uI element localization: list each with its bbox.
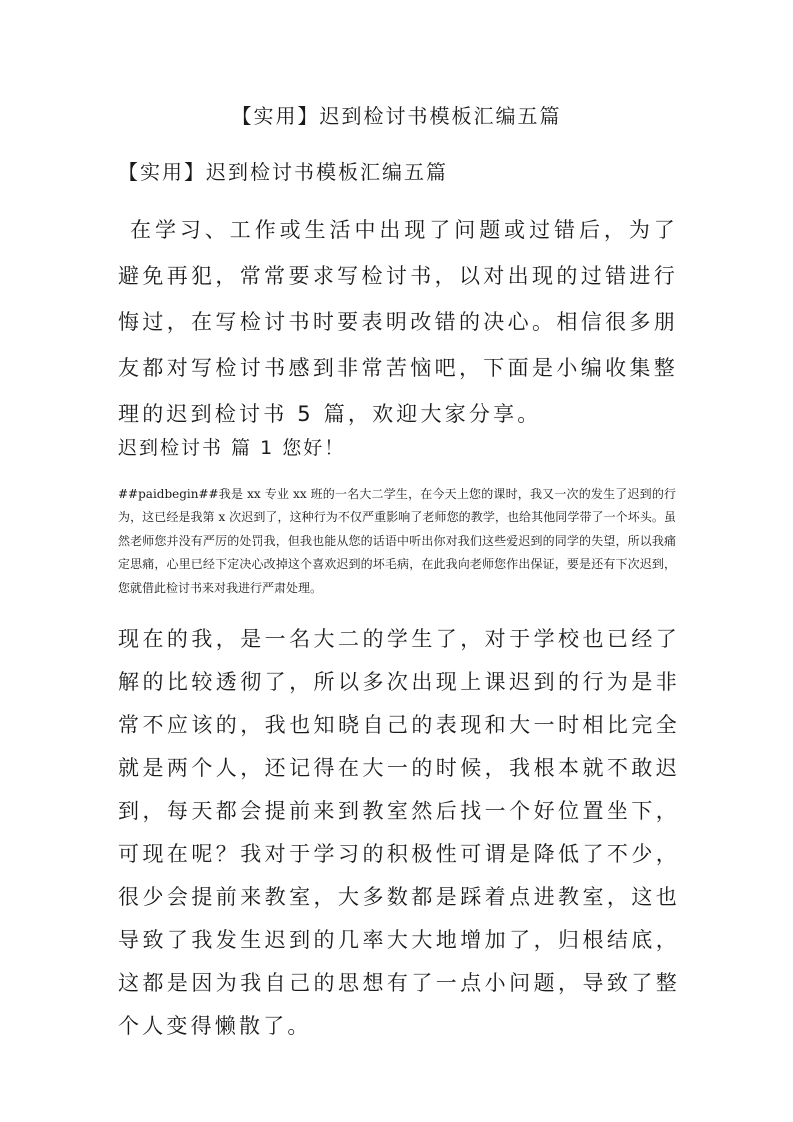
document-title: 【实用】迟到检讨书模板汇编五篇 [231,104,562,128]
small-print-paragraph: ##paidbegin##我是 xx 专业 xx 班的一名大二学生，在今天上您的课时，我又一次的发生了迟到的行为，这已经是我第 x 次迟到了，这种行为不仅严重影响了老师您的教学，也给其他同学带了一个坏头。虽然老师您并没有严厉的处罚我，但我也能从您的话语中听出你对我们这些爱迟到的同学的失望，所以我痛定思痛，心里已经下定决心改掉这个喜欢迟到的坏毛病，在此我向老师您作出保证，要是还有下次迟到，您就借此检讨书来对我进行严肃处理。 [118,487,676,595]
intro-paragraph: 在学习、工作或生活中出现了问题或过错后，为了避免再犯，常常要求写检讨书，以对出现的过错进行悔过，在写检讨书时要表明改错的决心。相信很多朋友都对写检讨书感到非常苦恼吧，下面是小编收集整理的迟到检讨书 5 篇，欢迎大家分享。 [118,218,678,426]
section-heading: 迟到检讨书 篇 1 您好！ [118,437,346,459]
document-subtitle: 【实用】迟到检讨书模板汇编五篇 [118,160,448,184]
main-paragraph: 现在的我，是一名大二的学生了，对于学校也已经了解的比较透彻了，所以多次出现上课迟到的行为是非常不应该的，我也知晓自己的表现和大一时相比完全就是两个人，还记得在大一的时候，我根本就不敢迟到，每天都会提前来到教室然后找一个好位置坐下，可现在呢？我对于学习的积极性可谓是降低了不少，很少会提前来教室，大多数都是踩着点进教室，这也导致了我发生迟到的几率大大地增加了，归根结底，这都是因为我自己的思想有了一点小问题，导致了整个人变得懒散了。 [118,627,680,1038]
